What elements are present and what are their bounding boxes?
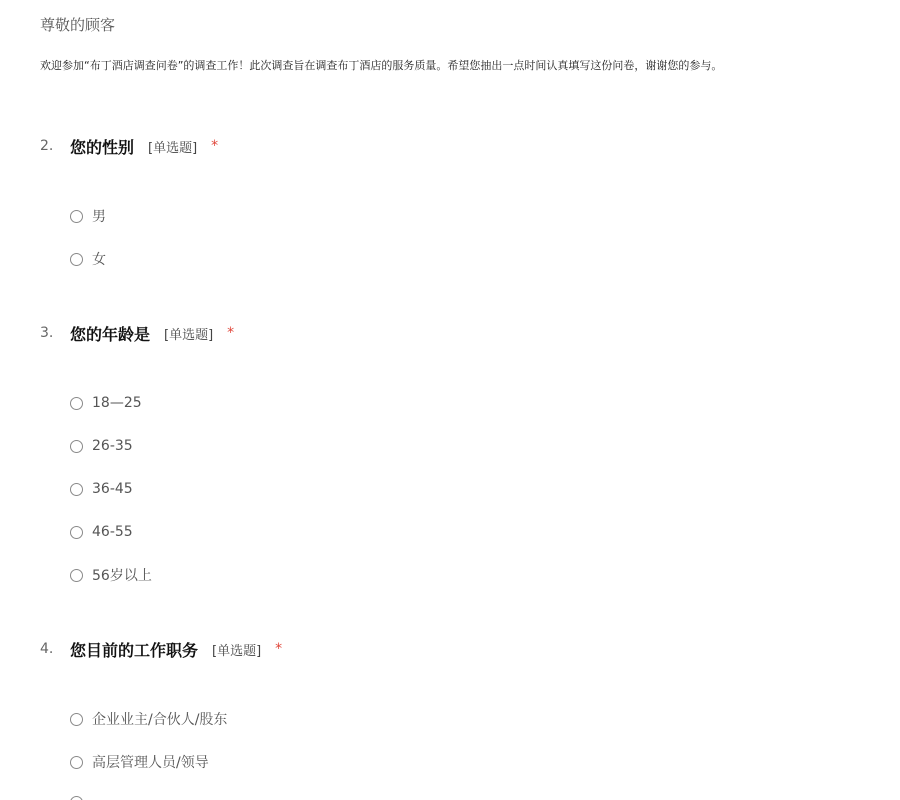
option-senior-manager[interactable]: [70, 752, 209, 772]
question-type-label: [单选题]: [164, 327, 214, 343]
question-title: 您的年龄是: [70, 324, 151, 344]
option-male[interactable]: [70, 206, 106, 226]
option-female[interactable]: [70, 249, 106, 269]
question-number: 2.: [40, 138, 54, 154]
question-type-label: [单选题]: [148, 140, 198, 156]
question-gender: [40, 134, 218, 158]
option-business-owner[interactable]: [70, 709, 227, 729]
question-job-position: [40, 637, 282, 661]
question-number: 3.: [40, 325, 54, 341]
option-age-26-35[interactable]: [70, 436, 133, 456]
option-label[interactable]: 36-45: [92, 481, 133, 497]
radio-button[interactable]: [70, 526, 83, 539]
required-asterisk: *: [227, 325, 235, 341]
radio-button[interactable]: [70, 253, 83, 266]
greeting-heading: 尊敬的顾客: [40, 16, 116, 34]
option-label[interactable]: 女: [92, 252, 106, 268]
question-number: 4.: [40, 641, 54, 657]
option-age-36-45[interactable]: [70, 479, 133, 499]
option-label[interactable]: 18—25: [92, 395, 142, 411]
option-age-46-55[interactable]: [70, 522, 133, 542]
required-asterisk: *: [275, 641, 283, 657]
option-label[interactable]: 56岁以上: [92, 568, 152, 584]
option-label[interactable]: 46-55: [92, 524, 133, 540]
radio-button[interactable]: [70, 440, 83, 453]
radio-button[interactable]: [70, 713, 83, 726]
radio-button[interactable]: [70, 569, 83, 582]
option-label[interactable]: 高层管理人员/领导: [92, 755, 209, 771]
required-asterisk: *: [211, 138, 219, 154]
option-label[interactable]: 26-35: [92, 438, 133, 454]
option-age-18-25[interactable]: [70, 393, 142, 413]
question-type-label: [单选题]: [212, 643, 262, 659]
question-title: 您目前的工作职务: [70, 640, 199, 660]
radio-button[interactable]: [70, 483, 83, 496]
option-age-56-plus[interactable]: [70, 565, 152, 585]
radio-button[interactable]: [70, 756, 83, 769]
option-label[interactable]: 男: [92, 209, 106, 225]
intro-text: 欢迎参加“布丁酒店调查问卷”的调查工作！此次调查旨在调查布丁酒店的服务质量。希望您抽出一点时间认真填写这份问卷，谢谢您的参与。: [40, 59, 723, 72]
radio-button[interactable]: [70, 796, 83, 800]
option-partial-next[interactable]: [70, 792, 83, 800]
radio-button[interactable]: [70, 210, 83, 223]
question-title: 您的性别: [70, 137, 135, 157]
question-age: [40, 321, 234, 345]
radio-button[interactable]: [70, 397, 83, 410]
option-label[interactable]: 企业业主/合伙人/股东: [92, 712, 228, 728]
